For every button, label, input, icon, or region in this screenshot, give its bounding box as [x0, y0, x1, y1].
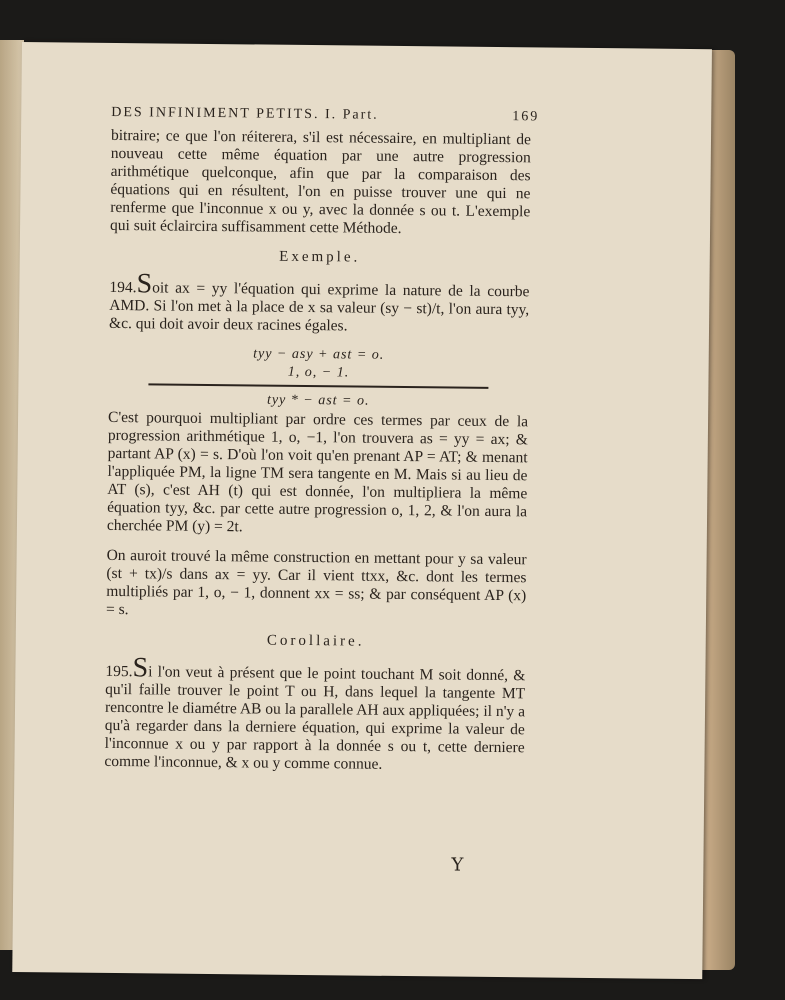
page-text: [104, 104, 540, 787]
dropcap-194: S: [136, 268, 153, 300]
page-number: 169: [512, 109, 540, 125]
paragraph-explanation: C'est pourquoi multipliant par ordre ces termes par ceux de la progression arithmétique 1, o, −1, l'on trouvera as = yy = ax; & partant AP (x) = s. D'où l'on voit qu'en prenant AP = AT; & menant l'appliquée PM, la ligne TM sera tangente en M. Mais si au lieu de AT (s), c'est AH (t) qui est donnée, l'on multipliera la même équation tyy, &c. par cette autre progression o, 1, 2, & l'on aura la cherchée PM (y) = 2t.: [106, 408, 529, 536]
heading-corollaire: Corollaire.: [266, 632, 365, 650]
dropcap-195: S: [132, 652, 149, 684]
header-title: DES INFINIMENT PETITS. I. Part.: [111, 104, 379, 123]
formula-product: tyy * − ast = o.: [266, 392, 370, 409]
section-194-text: oit ax = yy l'équation qui exprime la nature de la courbe AMD. Si l'on met à la place de x sa valeur (sy − st)/t, l'on aura tyy, &c. qui doit avoir deux racines égales.: [108, 279, 530, 335]
section-195-text: i l'on veut à présent que le point touchant M soit donné, & qu'il faille trouver le point T ou H, dans lequel la tangente MT rencontre le diamétre AB ou la parallele AH aux appliquées; il n'y a qu'à regarder dans la derniere équation, qui exprime la valeur de l'inconnue x ou y par rapport à la donnée s ou t, cette derniere comme l'inconnue, & x ou y comme connue.: [104, 663, 526, 773]
section-number-195: 195.: [105, 662, 133, 681]
paragraph-continuation: bitraire; ce que l'on réiterera, s'il est nécessaire, en multipliant de nouveau cette même équation par une autre progression arithmétique quelconque, afin que par la comparaison des équations qui en résultent, l'on en puisse trouver une qui ne renferme que l'inconnue x ou y, avec la donnée s ou t. L'exemple qui suit éclaircira suffisamment cette Méthode.: [109, 126, 532, 237]
book-page: [12, 42, 712, 979]
section-195: [104, 652, 526, 775]
running-header: [111, 104, 540, 125]
signature-mark: Y: [451, 854, 464, 876]
formula-rule: [148, 383, 488, 389]
formula-equation: tyy − asy + ast = o.: [253, 346, 385, 363]
paragraph-alternative: On auroit trouvé la même construction en mettant pour y sa valeur (st + tx)/s dans ax = yy. Car il vient ttxx, &c. dont les termes multipliés par 1, o, − 1, donnent xx = ss; & par conséquent AP (x) = s.: [105, 546, 527, 619]
heading-exemple: Exemple.: [279, 248, 361, 266]
formula-progression: 1, o, − 1.: [287, 364, 350, 381]
section-194: [108, 268, 530, 337]
section-number-194: 194.: [109, 278, 137, 297]
